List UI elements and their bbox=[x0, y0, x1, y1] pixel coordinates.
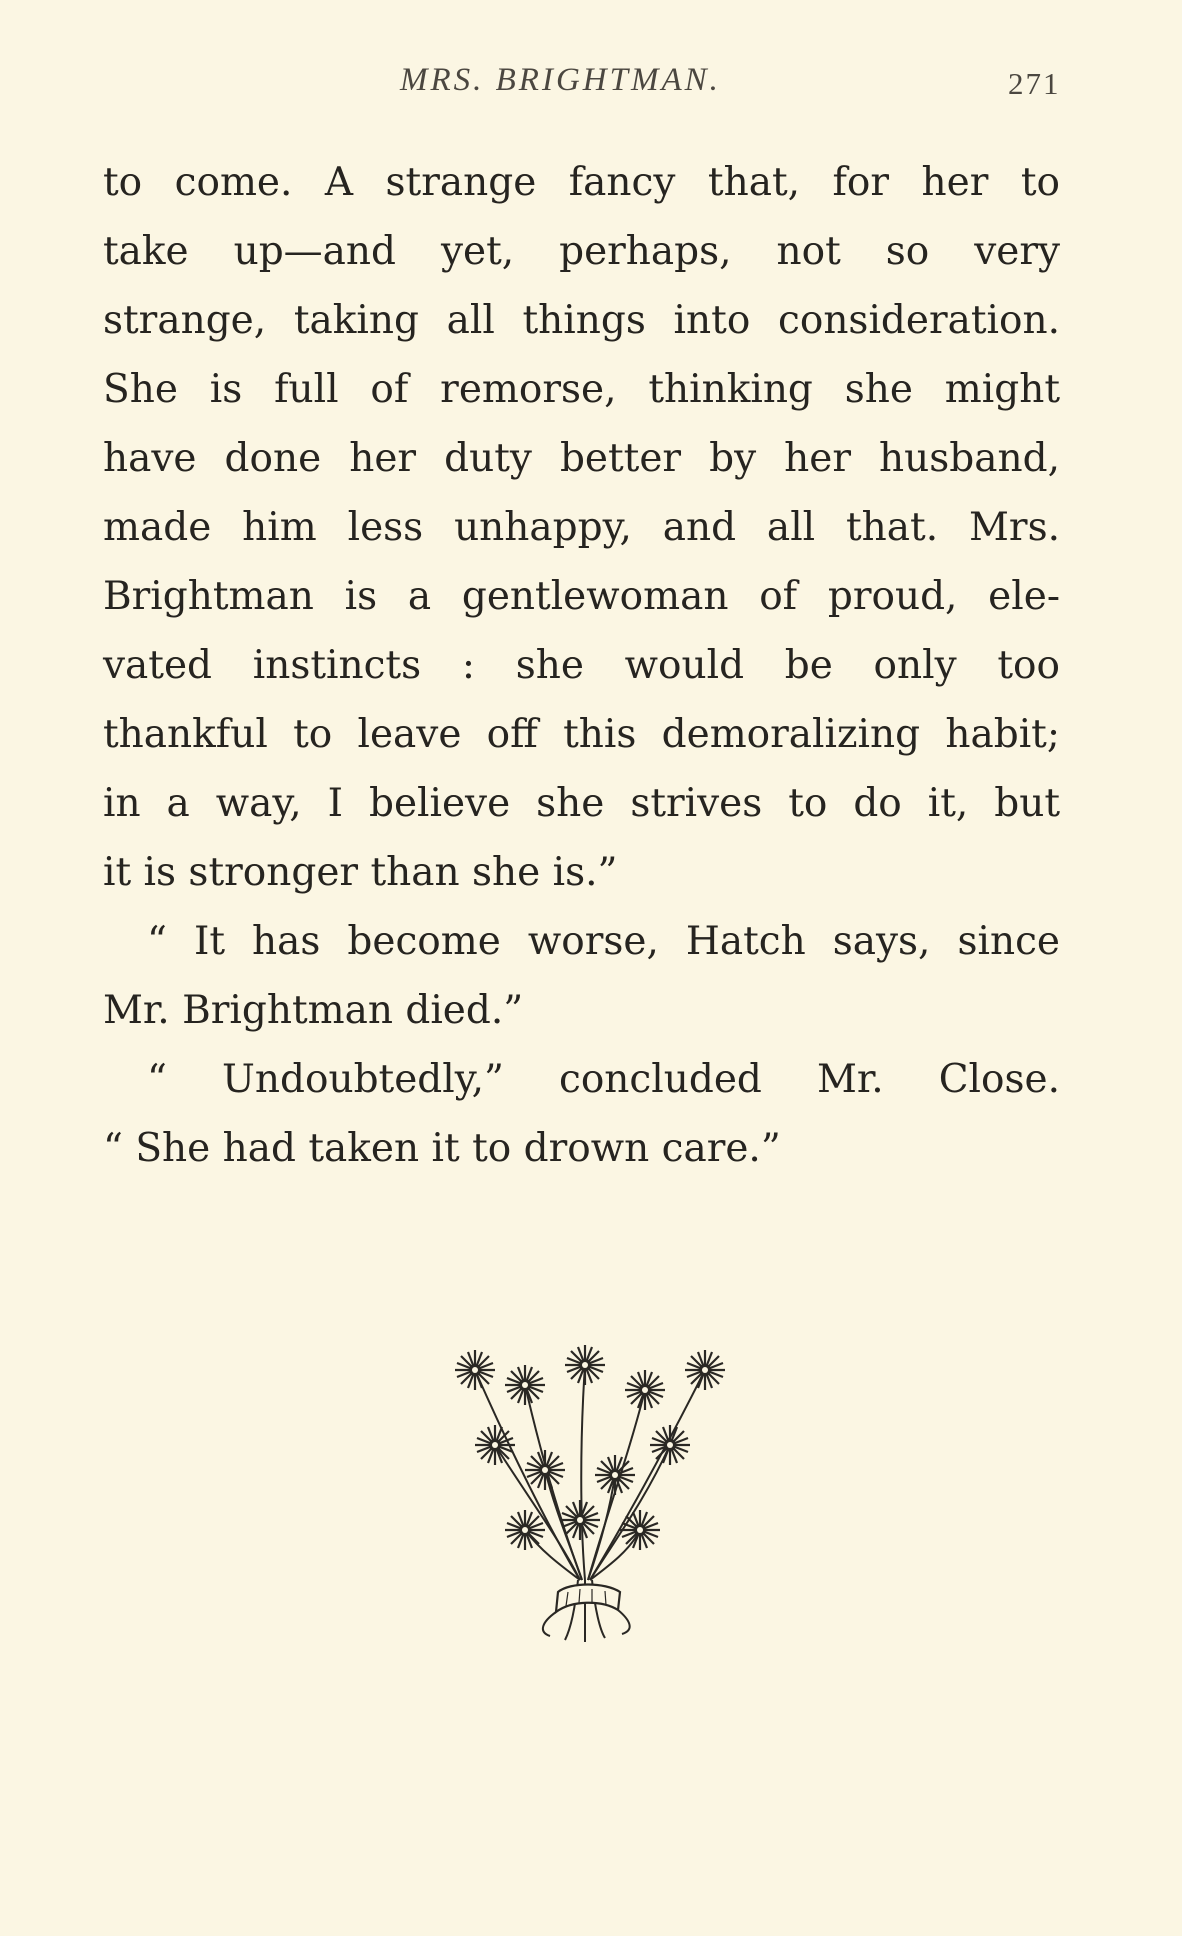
text-line: made him less unhappy, and all that. Mrs. bbox=[103, 505, 1060, 550]
text-line: take up—and yet, perhaps, not so very bbox=[103, 229, 1060, 274]
running-title: MRS. BRIGHTMAN. bbox=[400, 62, 721, 98]
text-line: vated instincts : she would be only too bbox=[103, 643, 1060, 688]
text-line: “ Undoubtedly,” concluded Mr. Close. bbox=[147, 1057, 1060, 1102]
text-line: in a way, I believe she strives to do it, but bbox=[103, 781, 1060, 826]
text-line: “ She had taken it to drown care.” bbox=[103, 1126, 781, 1171]
text-line: Brightman is a gentlewoman of proud, ele- bbox=[103, 574, 1060, 619]
text-line: strange, taking all things into consideration. bbox=[103, 298, 1060, 343]
text-line: “ It has become worse, Hatch says, since bbox=[147, 919, 1060, 964]
body-text bbox=[103, 148, 1060, 1183]
text-line: thankful to leave off this demoralizing habit; bbox=[103, 712, 1060, 757]
running-head bbox=[0, 62, 1182, 106]
text-line: to come. A strange fancy that, for her to bbox=[103, 160, 1060, 205]
text-line: have done her duty better by her husband, bbox=[103, 436, 1060, 481]
page-number: 271 bbox=[1008, 66, 1061, 101]
floral-bouquet-icon bbox=[430, 1330, 750, 1650]
text-line: Mr. Brightman died.” bbox=[103, 988, 524, 1033]
text-line: it is stronger than she is.” bbox=[103, 850, 618, 895]
text-line: She is full of remorse, thinking she might bbox=[103, 367, 1060, 412]
